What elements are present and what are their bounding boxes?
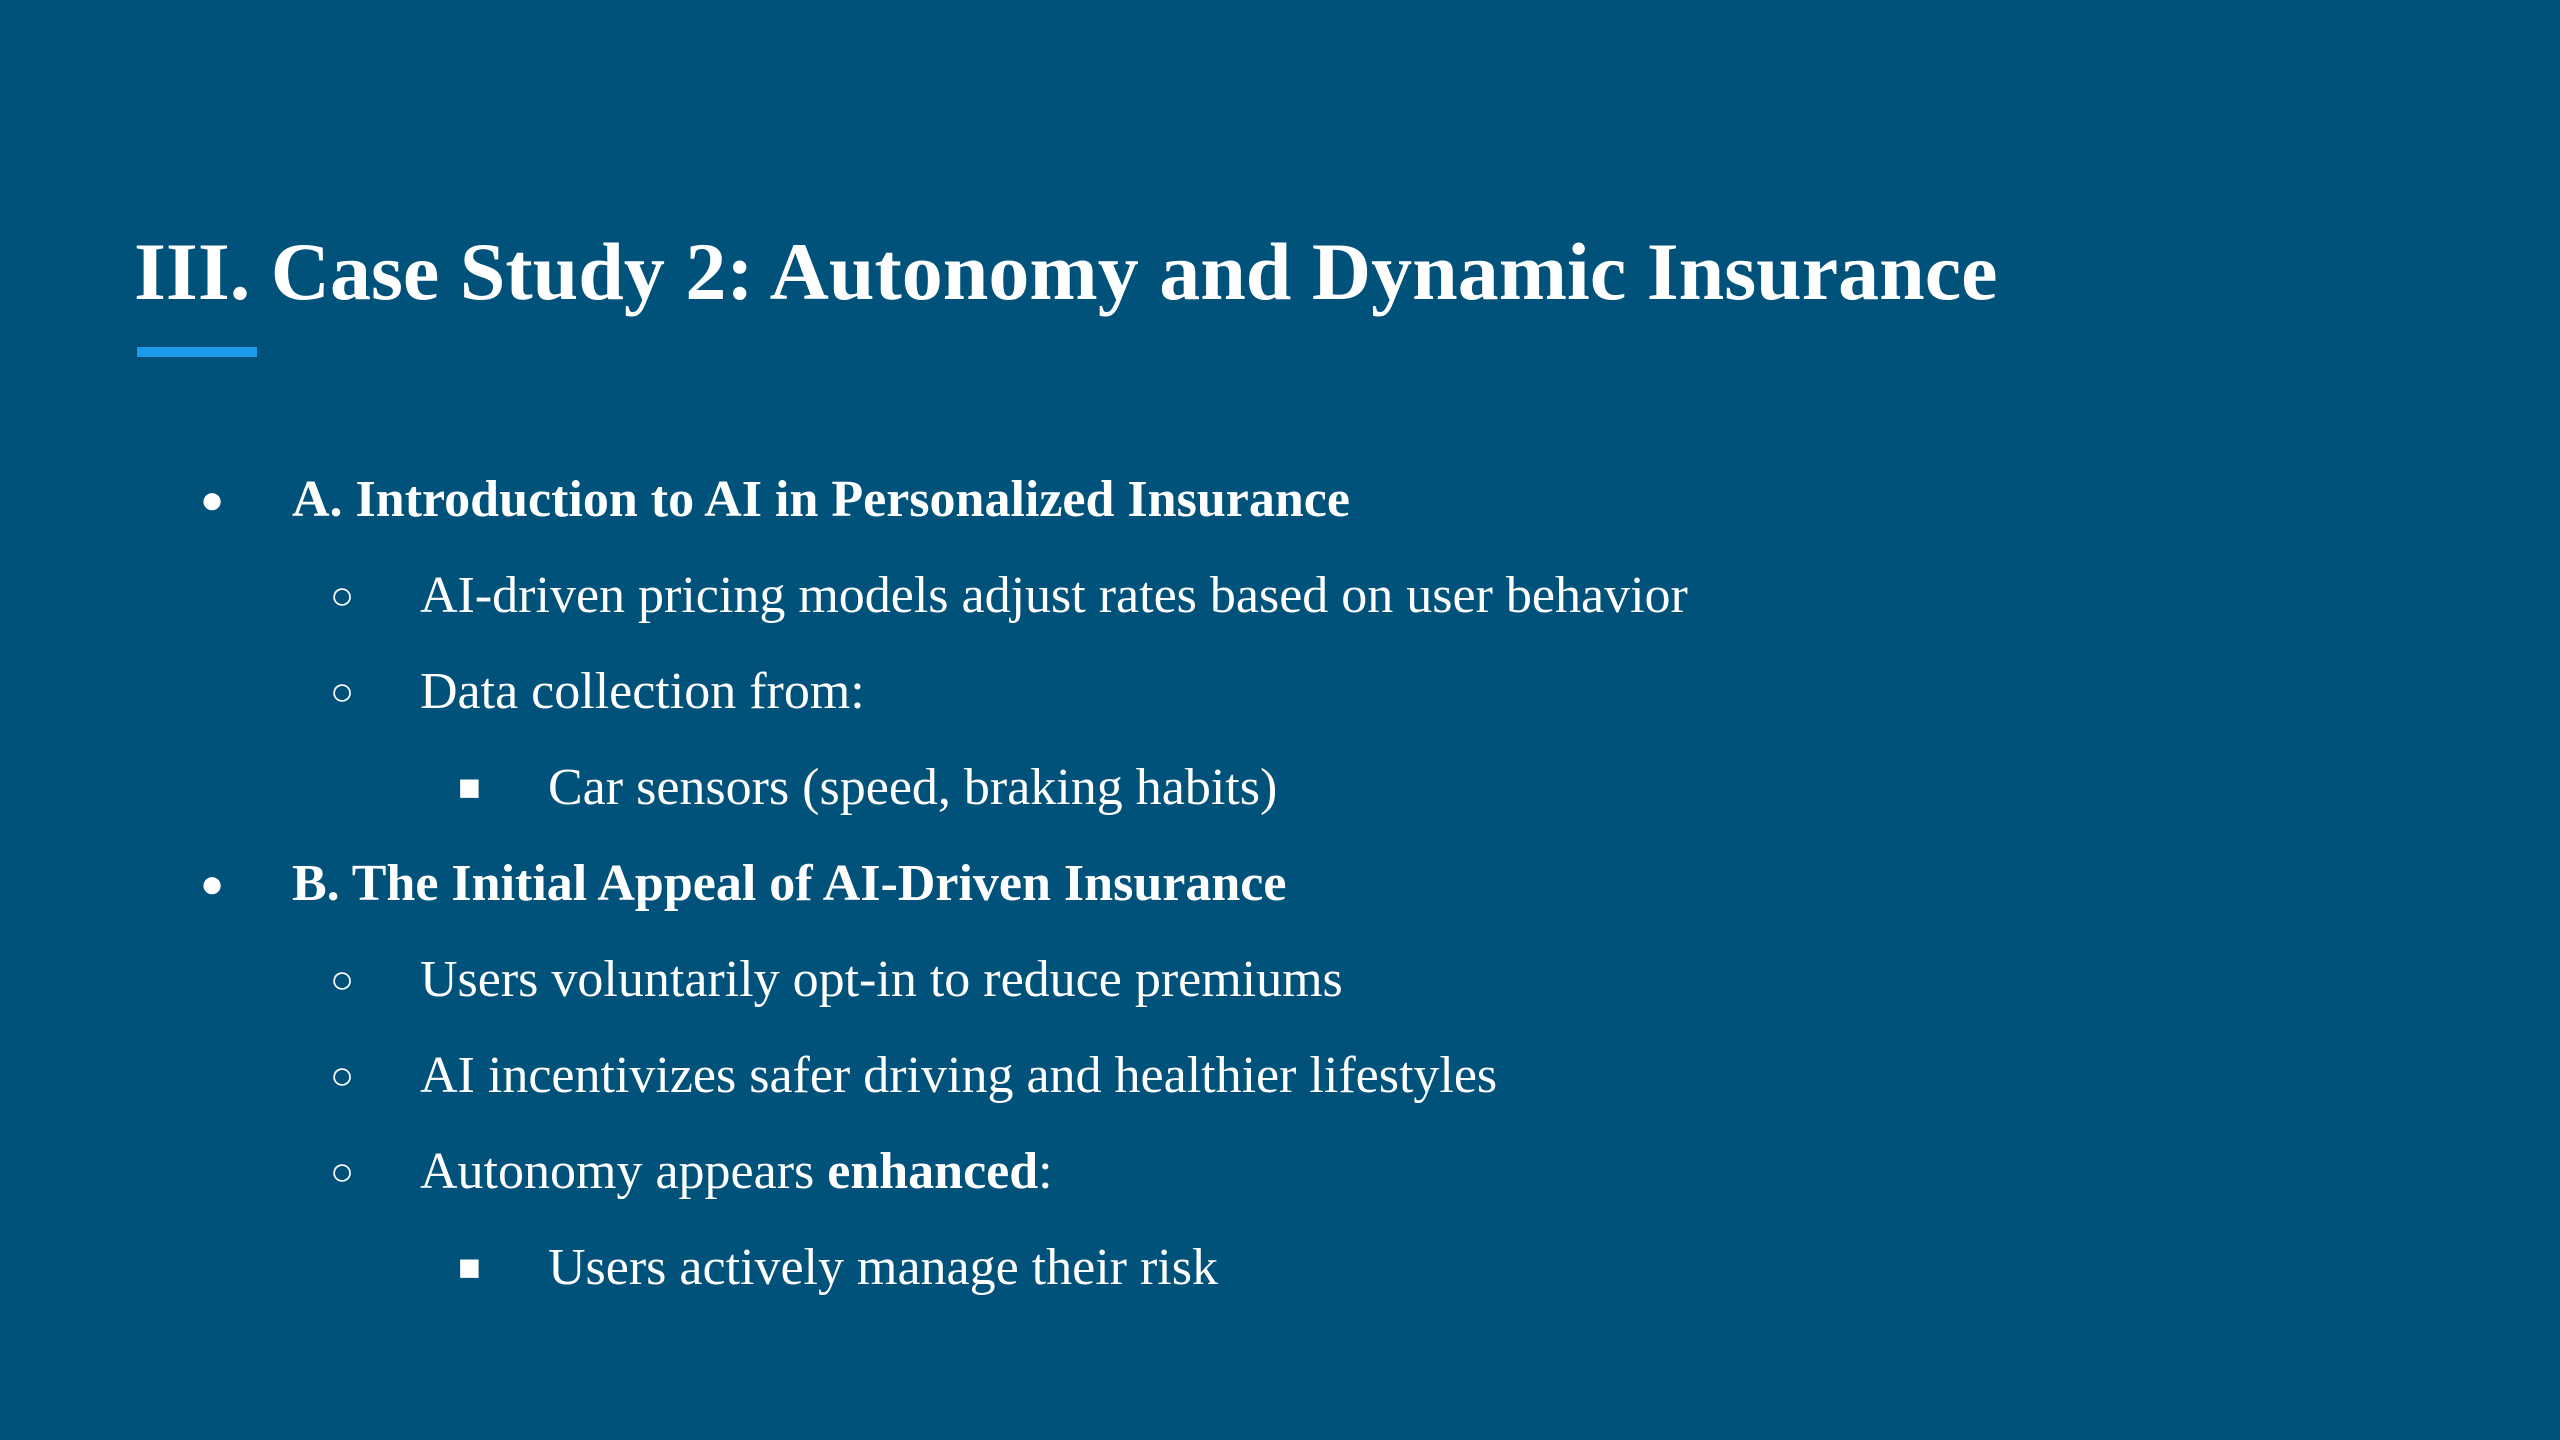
bullet-text: Users actively manage their risk (548, 1239, 1218, 1296)
square-bullet-icon: ■ (458, 1247, 481, 1289)
bullet-text: AI-driven pricing models adjust rates based on user behavior (420, 567, 1688, 624)
title-accent-bar (137, 347, 257, 357)
bullet-text: Car sensors (speed, braking habits) (548, 759, 1278, 816)
hollow-bullet-icon: ○ (330, 573, 355, 618)
slide-title: III. Case Study 2: Autonomy and Dynamic Insurance (134, 226, 1998, 317)
bullet-text: Data collection from: (420, 663, 865, 720)
autonomy-suffix: : (1038, 1143, 1053, 1200)
bullet-heading-b: B. The Initial Appeal of AI-Driven Insurance (292, 855, 1287, 912)
hollow-bullet-icon: ○ (330, 1149, 355, 1194)
autonomy-prefix: Autonomy appears (420, 1143, 828, 1200)
bullet-text-autonomy (420, 1137, 1053, 1207)
square-bullet-icon: ■ (458, 767, 481, 809)
filled-bullet-icon: ● (200, 861, 225, 906)
bullet-text: AI incentivizes safer driving and healthier lifestyles (420, 1047, 1498, 1104)
bullet-heading-a: A. Introduction to AI in Personalized Insurance (292, 471, 1350, 528)
hollow-bullet-icon: ○ (330, 669, 355, 714)
filled-bullet-icon: ● (200, 477, 225, 522)
bullet-text: Users voluntarily opt-in to reduce premiums (420, 951, 1343, 1008)
hollow-bullet-icon: ○ (330, 1053, 355, 1098)
autonomy-emphasis: enhanced (827, 1143, 1039, 1200)
hollow-bullet-icon: ○ (330, 957, 355, 1002)
